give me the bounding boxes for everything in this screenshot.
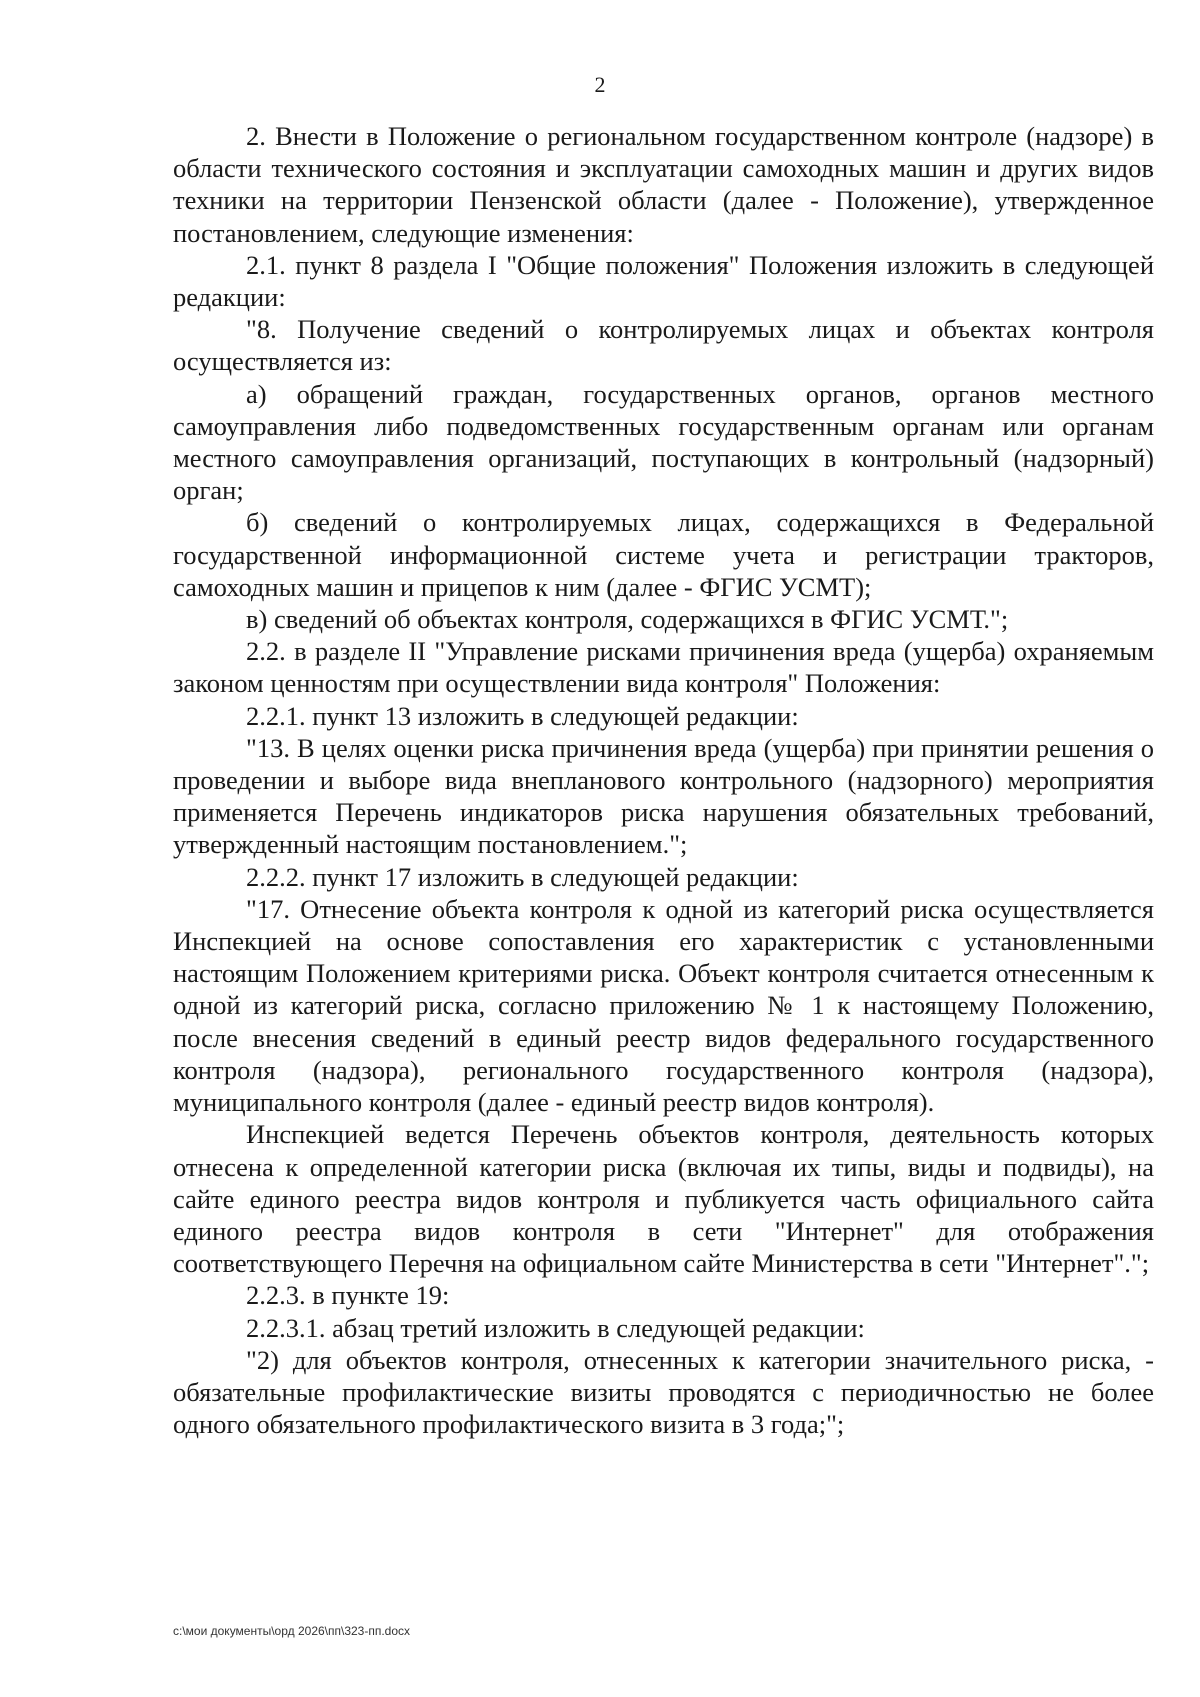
paragraph-2-2: 2.2. в разделе II "Управление рисками причинения вреда (ущерба) охраняемым законом ценностям при осуществлении вида контроля" Положения: (173, 636, 1154, 699)
paragraph-8-a: а) обращений граждан, государственных органов, органов местного самоуправления либо подведомственных государственным органам или органам местного самоуправления организаций, поступающих в контрольный (надзорный) орган; (173, 378, 1154, 506)
paragraph-13-quote: "13. В целях оценки риска причинения вреда (ущерба) при принятии решения о проведении и выборе вида внепланового контрольного (надзорного) мероприятия применяется Перечень индикаторов риска нарушения обязательных требований, утвержденный настоящим постановлением."; (173, 732, 1154, 860)
paragraph-8-quote: "8. Получение сведений о контролируемых лицах и объектах контроля осуществляется из: (173, 314, 1154, 377)
paragraph-2-2-3: 2.2.3. в пункте 19: (246, 1280, 450, 1311)
footer-file-path: c:\мои документы\орд 2026\пп\323-пп.docx (173, 1624, 411, 1638)
paragraph-8-v: в) сведений об объектах контроля, содержащихся в ФГИС УСМТ."; (246, 604, 1009, 635)
page-number: 2 (594, 72, 606, 97)
paragraph-17-list: Инспекцией ведется Перечень объектов контроля, деятельность которых отнесена к определенной категории риска (включая их типы, виды и подвиды), на сайте единого реестра видов контроля и публикуется часть официального сайта единого реестра видов контроля в сети "Интернет" для отображения соответствующего Перечня на официальном сайте Министерства в сети "Интернет"."; (173, 1119, 1154, 1279)
paragraph-17-quote: "17. Отнесение объекта контроля к одной из категорий риска осуществляется Инспекцией на основе сопоставления его характеристик с установленными настоящим Положением критериями риска. Объект контроля считается отнесенным к одной из категорий риска, согласно приложению № 1 к настоящему Положению, после внесения сведений в единый реестр видов федерального государственного контроля (надзора), регионального государственного контроля (надзора), муниципального контроля (далее - единый реестр видов контроля). (173, 893, 1154, 1118)
paragraph-2-1: 2.1. пункт 8 раздела I "Общие положения" Положения изложить в следующей редакции: (173, 249, 1154, 313)
paragraph-8-b: б) сведений о контролируемых лицах, содержащихся в Федеральной государственной информационной системе учета и регистрации тракторов, самоходных машин и прицепов к ним (далее - ФГИС УСМТ); (173, 507, 1154, 602)
paragraph-2-2-3-1: 2.2.3.1. абзац третий изложить в следующей редакции: (246, 1312, 865, 1343)
paragraph-19-2-quote: "2) для объектов контроля, отнесенных к категории значительного риска, - обязательные профилактические визиты проводятся с периодичностью не более одного обязательного профилактического визита в 3 года;"; (173, 1344, 1154, 1440)
paragraph-2-2-2: 2.2.2. пункт 17 изложить в следующей редакции: (246, 861, 799, 892)
document-body (173, 120, 1154, 1440)
paragraph-2: 2. Внести в Положение о региональном государственном контроле (надзоре) в области технического состояния и эксплуатации самоходных машин и других видов техники на территории Пензенской области (далее - Положение), утвержденное постановлением, следующие изменения: (173, 121, 1154, 248)
paragraph-2-2-1: 2.2.1. пункт 13 изложить в следующей редакции: (246, 700, 799, 731)
